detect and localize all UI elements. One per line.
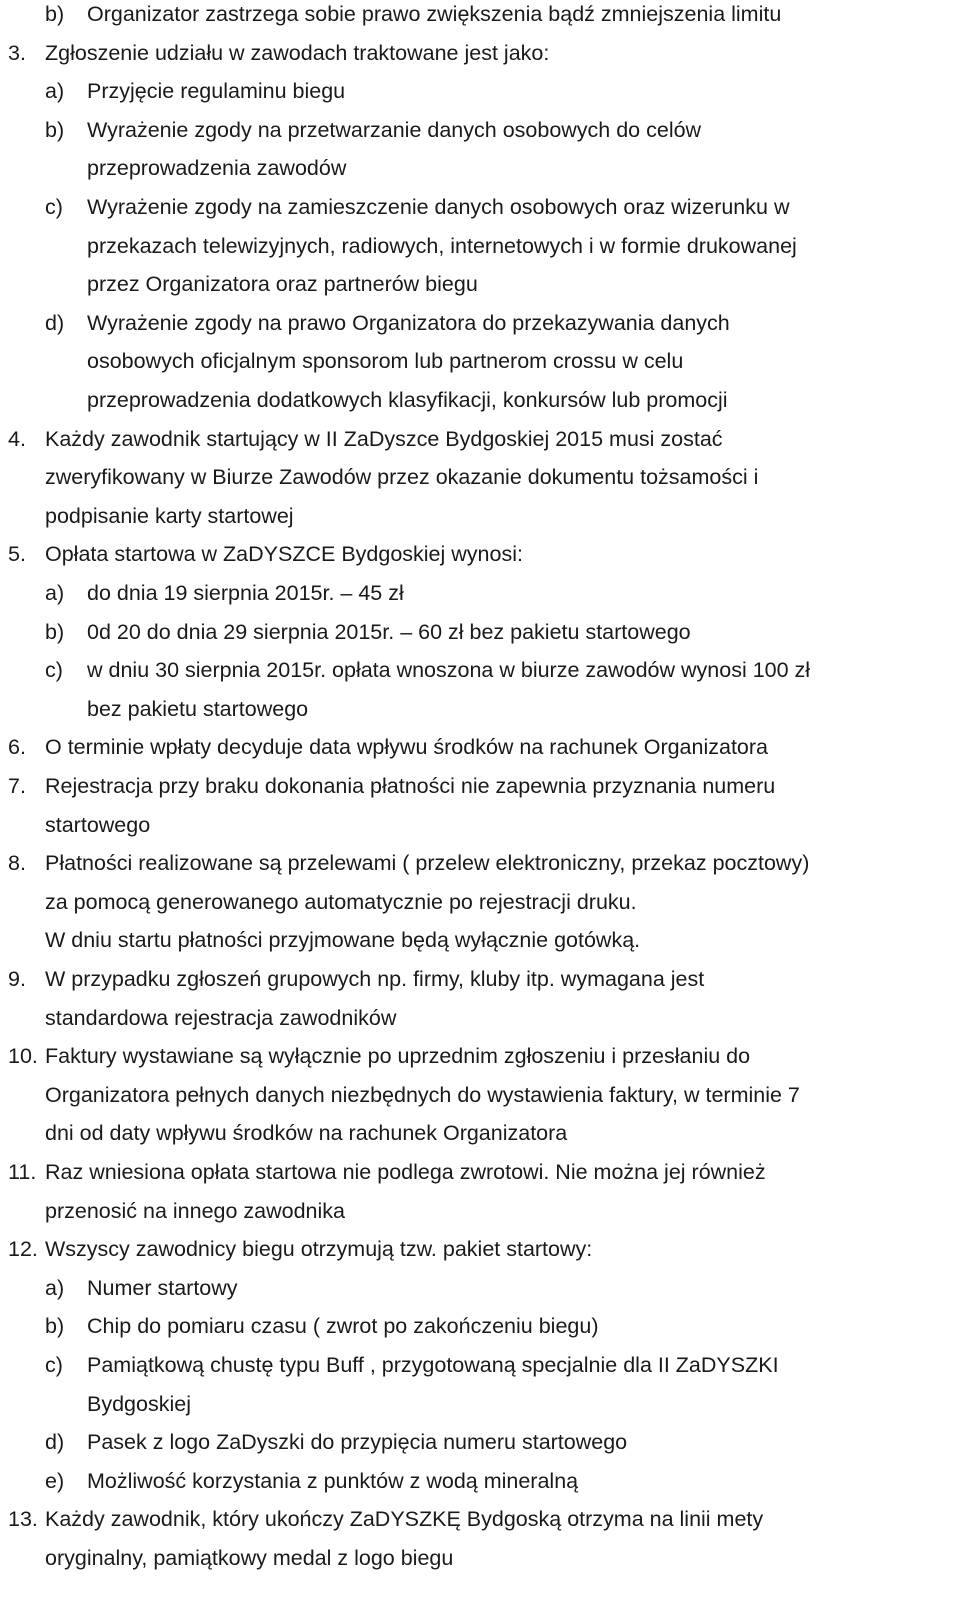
item-text: dni od daty wpływu środków na rachunek Organizatora (45, 1121, 568, 1146)
subitem-text: Możliwość korzystania z punktów z wodą mineralną (87, 1468, 579, 1493)
item-number: 12. (8, 1237, 38, 1262)
subitem-text: Wyrażenie zgody na zamieszczenie danych osobowych oraz wizerunku w (87, 195, 790, 219)
subitem-letter: a) (45, 1275, 65, 1300)
subitem-text: bez pakietu startowego (87, 696, 309, 721)
item-number: 4. (8, 426, 26, 451)
subitem-letter: c) (45, 1353, 63, 1377)
item-text: zweryfikowany w Biurze Zawodów przez okazanie dokumentu tożsamości i (45, 465, 759, 490)
subitem-letter: b) (45, 2, 65, 26)
item-text: Wszyscy zawodnicy biegu otrzymują tzw. pakiet startowy: (45, 1237, 593, 1262)
subitem-text: Przyjęcie regulaminu biegu (87, 79, 346, 104)
subitem-text: osobowych oficjalnym sponsorom lub partnerom crossu w celu (87, 349, 684, 374)
item-text: Organizatora pełnych danych niezbędnych do wystawienia faktury, w terminie 7 (45, 1082, 800, 1107)
item-text: podpisanie karty startowej (45, 503, 294, 528)
subitem-letter: e) (45, 1468, 65, 1493)
subitem-text: Wyrażenie zgody na prawo Organizatora do przekazywania danych (87, 310, 730, 335)
item-text: Opłata startowa w ZaDYSZCE Bydgoskiej wynosi: (45, 542, 523, 567)
subitem-text: 0d 20 do dnia 29 sierpnia 2015r. – 60 zł bez pakietu startowego (87, 619, 691, 644)
subitem-text: Numer startowy (87, 1275, 238, 1300)
item-number: 6. (8, 735, 26, 760)
item-text: Każdy zawodnik startujący w II ZaDyszce Bydgoskiej 2015 musi zostać (45, 426, 723, 451)
item-number: 7. (8, 774, 26, 798)
item-text: Płatności realizowane są przelewami ( przelew elektroniczny, przekaz pocztowy) (45, 851, 810, 876)
item-number: 5. (8, 542, 26, 567)
item-text: standardowa rejestracja zawodników (45, 1005, 397, 1030)
item-text: W dniu startu płatności przyjmowane będą wyłącznie gotówką. (45, 928, 641, 953)
subitem-text: Chip do pomiaru czasu ( zwrot po zakończeniu biegu) (87, 1314, 599, 1339)
item-number: 8. (8, 851, 26, 876)
subitem-text: Pasek z logo ZaDyszki do przypięcia numeru startowego (87, 1430, 628, 1455)
subitem-letter: b) (45, 619, 65, 644)
item-number: 10. (8, 1044, 38, 1069)
item-text: przenosić na innego zawodnika (45, 1198, 346, 1223)
item-text: W przypadku zgłoszeń grupowych np. firmy, kluby itp. wymagana jest (45, 967, 705, 991)
subitem-text: Pamiątkową chustę typu Buff , przygotowaną specjalnie dla II ZaDYSZKI (87, 1353, 779, 1377)
subitem-text: przeprowadzenia dodatkowych klasyfikacji, konkursów lub promocji (87, 388, 728, 412)
subitem-text: przeprowadzenia zawodów (87, 156, 347, 181)
subitem-letter: a) (45, 581, 65, 605)
subitem-letter: b) (45, 1314, 65, 1339)
subitem-text: Bydgoskiej (87, 1391, 191, 1416)
item-text: O terminie wpłaty decyduje data wpływu środków na rachunek Organizatora (45, 735, 769, 760)
item-number: 11. (8, 1160, 37, 1184)
subitem-text: do dnia 19 sierpnia 2015r. – 45 zł (87, 581, 404, 605)
item-text: Każdy zawodnik, który ukończy ZaDYSZKĘ Bydgoską otrzyma na linii mety (45, 1507, 764, 1532)
item-text: Rejestracja przy braku dokonania płatności nie zapewnia przyznania numeru (45, 774, 776, 798)
item-text: za pomocą generowanego automatycznie po rejestracji druku. (45, 889, 637, 914)
item-number: 9. (8, 967, 26, 991)
subitem-letter: d) (45, 310, 65, 335)
item-text: Faktury wystawiane są wyłącznie po uprzednim zgłoszeniu i przesłaniu do (45, 1044, 751, 1069)
subitem-text: Organizator zastrzega sobie prawo zwiększenia bądź zmniejszenia limitu (87, 2, 782, 26)
item-number: 13. (8, 1507, 38, 1532)
subitem-letter: c) (45, 658, 63, 683)
subitem-text: w dniu 30 sierpnia 2015r. opłata wnoszona w biurze zawodów wynosi 100 zł (87, 658, 811, 683)
item-text: oryginalny, pamiątkowy medal z logo biegu (45, 1546, 454, 1570)
item-text: startowego (45, 812, 151, 837)
subitem-text: przez Organizatora oraz partnerów biegu (87, 272, 478, 297)
subitem-letter: c) (45, 195, 63, 219)
item-number: 3. (8, 40, 26, 65)
item-text: Raz wniesiona opłata startowa nie podlega zwrotowi. Nie można jej również (45, 1160, 766, 1184)
subitem-letter: b) (45, 117, 65, 142)
subitem-text: Wyrażenie zgody na przetwarzanie danych osobowych do celów (87, 117, 702, 142)
subitem-letter: d) (45, 1430, 65, 1455)
subitem-letter: a) (45, 79, 65, 104)
item-text: Zgłoszenie udziału w zawodach traktowane jest jako: (45, 40, 550, 65)
subitem-text: przekazach telewizyjnych, radiowych, internetowych i w formie drukowanej (87, 233, 797, 258)
